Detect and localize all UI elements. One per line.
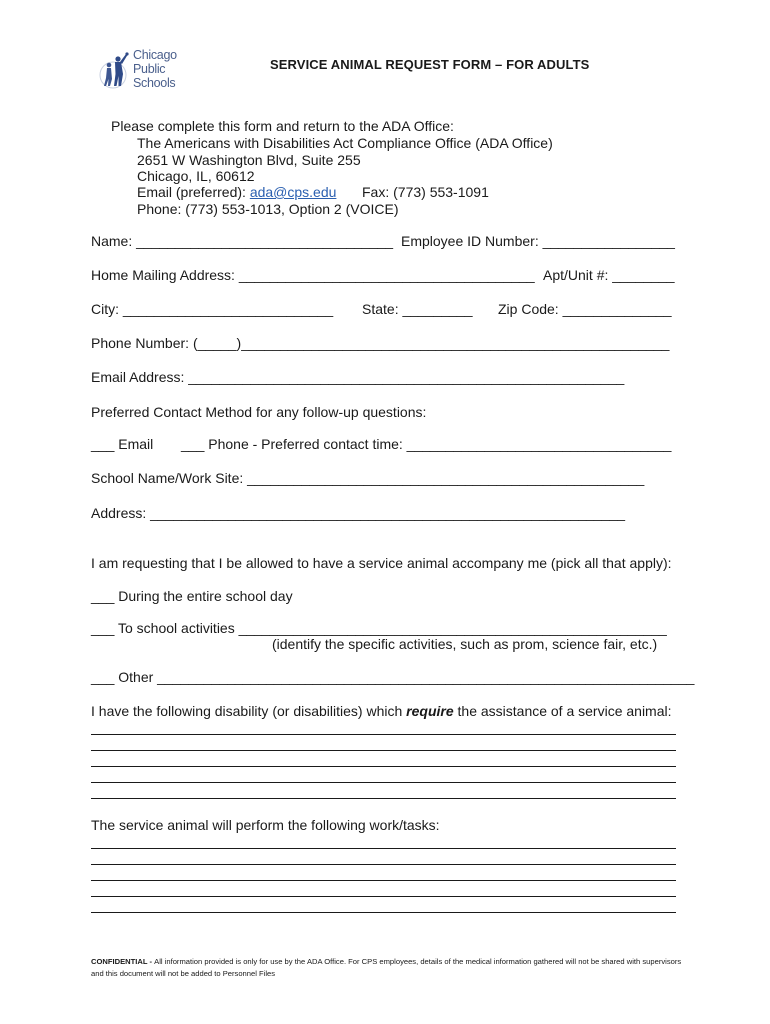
ada-office-city: Chicago, IL, 60612 (137, 168, 255, 184)
home-address-field[interactable]: Home Mailing Address: ______________________________________ (91, 267, 535, 283)
request-prompt: I am requesting that I be allowed to have a service animal accompany me (pick all that apply): (91, 555, 672, 571)
ada-email-link[interactable]: ada@cps.edu (249, 184, 337, 200)
tasks-prompt: The service animal will perform the following work/tasks: (91, 817, 440, 833)
worksite-address-field[interactable]: Address: _____________________________________________________________ (91, 505, 626, 521)
preferred-contact-label: Preferred Contact Method for any follow-up questions: (91, 404, 427, 420)
disability-prompt (91, 703, 672, 720)
students-silhouette-icon (100, 52, 129, 88)
city-field[interactable]: City: ___________________________ (91, 301, 334, 317)
tasks-answer-line[interactable] (91, 864, 676, 865)
school-worksite-field[interactable]: School Name/Work Site: ___________________________________________________ (91, 470, 645, 486)
zip-code-field[interactable]: Zip Code: ______________ (498, 301, 672, 317)
instructions-intro: Please complete this form and return to the ADA Office: (111, 118, 454, 134)
option-entire-school-day[interactable]: ___ During the entire school day (91, 588, 293, 604)
confidential-label: CONFIDENTIAL - (91, 957, 155, 966)
tasks-answer-line[interactable] (91, 912, 676, 913)
activities-hint: (identify the specific activities, such as prom, science fair, etc.) (272, 636, 658, 652)
tasks-answer-line[interactable] (91, 880, 676, 881)
logo-line-3: Schools (133, 76, 176, 90)
confidential-text: All information provided is only for use by the ADA Office. For CPS employees, details of the medical information gathered will not be shared with supervisors and this document will not be added to Personnel Files (91, 957, 682, 978)
email-address-field[interactable]: Email Address: ________________________________________________________ (91, 369, 625, 385)
name-field[interactable]: Name: _________________________________ (91, 233, 394, 249)
disability-prompt-end: the assistance of a service animal: (453, 703, 672, 719)
tasks-answer-line[interactable] (91, 848, 676, 849)
logo-line-1: Chicago (133, 48, 177, 62)
phone-number-field[interactable]: Phone Number: (_____)_______________________________________________________ (91, 335, 670, 351)
employee-id-field[interactable]: Employee ID Number: _________________ (401, 233, 675, 249)
disability-answer-line[interactable] (91, 782, 676, 783)
tasks-answer-line[interactable] (91, 896, 676, 897)
option-other[interactable]: ___ Other _____________________________________________________________________ (91, 669, 695, 685)
confidential-notice (91, 956, 691, 980)
ada-office-street: 2651 W Washington Blvd, Suite 255 (137, 152, 361, 168)
disability-answer-line[interactable] (91, 766, 676, 767)
ada-office-email-row (137, 184, 336, 201)
ada-office-fax: Fax: (773) 553-1091 (362, 184, 489, 200)
option-school-activities[interactable]: ___ To school activities _______________________________________________________ (91, 620, 667, 636)
disability-answer-line[interactable] (91, 734, 676, 735)
disability-prompt-start: I have the following disability (or disabilities) which (91, 703, 407, 719)
apt-unit-field[interactable]: Apt/Unit #: ________ (543, 267, 675, 283)
logo-line-2: Public (133, 62, 166, 76)
form-title: SERVICE ANIMAL REQUEST FORM – FOR ADULTS (270, 57, 590, 72)
disability-answer-line[interactable] (91, 798, 676, 799)
state-field[interactable]: State: _________ (362, 301, 473, 317)
disability-prompt-emphasis: require (406, 703, 454, 719)
email-label: Email (preferred): (137, 184, 250, 200)
contact-phone-option[interactable]: ___ Phone - Preferred contact time: __________________________________ (181, 436, 672, 452)
cps-logo (99, 46, 199, 98)
ada-office-name: The Americans with Disabilities Act Compliance Office (ADA Office) (137, 135, 553, 151)
contact-email-option[interactable]: ___ Email (91, 436, 154, 452)
disability-answer-line[interactable] (91, 750, 676, 751)
ada-office-phone: Phone: (773) 553-1013, Option 2 (VOICE) (137, 201, 399, 217)
